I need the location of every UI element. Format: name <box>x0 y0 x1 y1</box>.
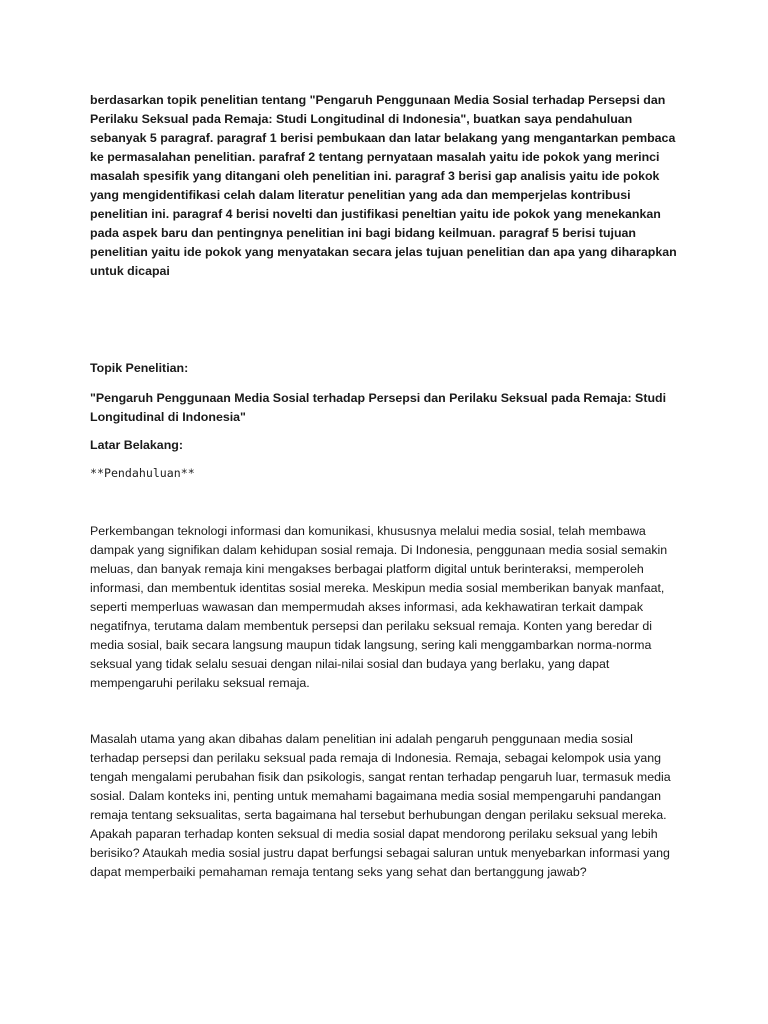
topic-title: "Pengaruh Penggunaan Media Sosial terhadap Persepsi dan Perilaku Seksual pada Remaja: Studi Longitudinal di Indonesia" <box>90 391 667 424</box>
prompt-text: berdasarkan topik penelitian tentang "Pengaruh Penggunaan Media Sosial terhadap Persepsi dan Perilaku Seksual pada Remaja: Studi Longitudinal di Indonesia", buatkan saya pendahuluan sebanyak 5 paragraf. paragraf 1 berisi pembukaan dan latar belakang yang mengantarkan pembaca ke permasalahan penelitian. parafraf 2 tentang pernyataan masalah yaitu ide pokok yang merinci masalah spesifik yang ditangani oleh penelitian ini. paragraf 3 berisi gap analisis yaitu ide pokok yang mengidentifikasi celah dalam literatur penelitian yang ada dan memperjelas kontribusi penelitian ini. paragraf 4 berisi novelti dan justifikasi peneltian yaitu ide pokok yang menekankan pada aspek baru dan pentingnya penelitian ini bagi bidang keilmuan. paragraf 5 berisi tujuan penelitian yaitu ide pokok yang menyatakan secara jelas tujuan penelitian dan apa yang diharapkan untuk dicapai <box>90 93 677 278</box>
paragraph-2: Masalah utama yang akan dibahas dalam penelitian ini adalah pengaruh penggunaan media sosial terhadap persepsi dan perilaku seksual pada remaja di Indonesia. Remaja, sebagai kelompok usia yang tengah mengalami perubahan fisik dan psikologis, sangat rentan terhadap pengaruh luar, termasuk media sosial. Dalam konteks ini, penting untuk memahami bagaimana media sosial mempengaruhi pandangan remaja tentang seksualitas, serta bagaimana hal tersebut berhubungan dengan perilaku seksual mereka. Apakah paparan terhadap konten seksual di media sosial dapat mendorong perilaku seksual yang lebih berisiko? Ataukah media sosial justru dapat berfungsi sebagai saluran untuk menyebarkan informasi yang dapat memperbaiki pemahaman remaja tentang seks yang sehat dan bertanggung jawab? <box>90 732 671 879</box>
topic-label: Topik Penelitian: <box>90 361 189 375</box>
background-label: Latar Belakang: <box>90 438 183 452</box>
paragraph-1: Perkembangan teknologi informasi dan komunikasi, khususnya melalui media sosial, telah membawa dampak yang signifikan dalam kehidupan sosial remaja. Di Indonesia, penggunaan media sosial semakin meluas, dan banyak remaja kini mengakses berbagai platform digital untuk berinteraksi, memperoleh informasi, dan membentuk identitas sosial mereka. Meskipun media sosial memberikan banyak manfaat, seperti memperluas wawasan dan mempermudah akses informasi, ada kekhawatiran terkait dampak negatifnya, terutama dalam membentuk persepsi dan perilaku seksual remaja. Konten yang beredar di media sosial, baik secara langsung maupun tidak langsung, sering kali menggambarkan norma-norma seksual yang tidak selalu sesuai dengan nilai-nilai sosial dan budaya yang berlaku, yang dapat mempengaruhi perilaku seksual remaja. <box>90 524 668 690</box>
intro-heading: **Pendahuluan** <box>90 466 195 480</box>
